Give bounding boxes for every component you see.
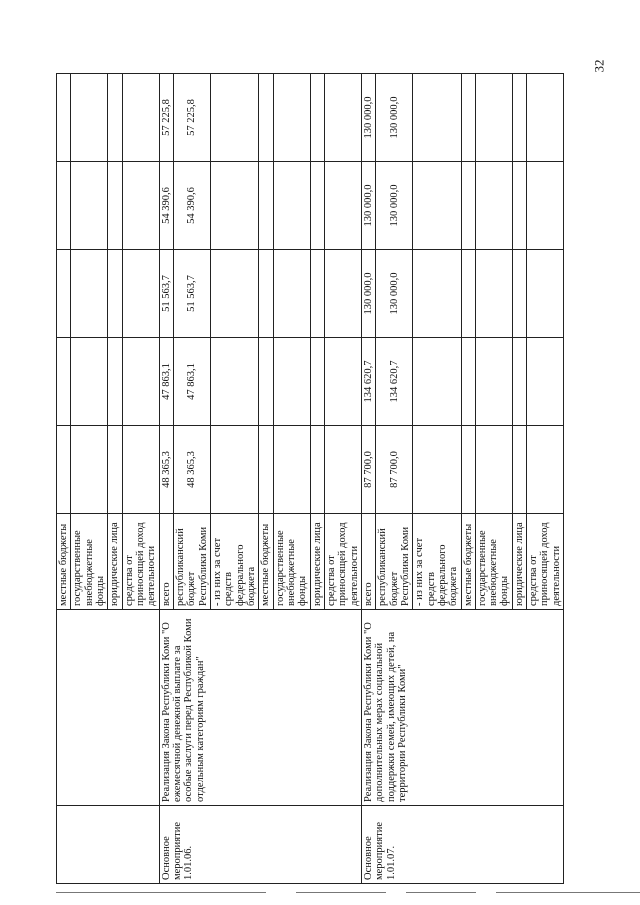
value-cell: 57 225,8 [159, 74, 173, 162]
value-cell: 134 620,7 [361, 338, 375, 426]
table-row [159, 74, 173, 884]
value-cell [475, 426, 512, 514]
value-cell: 54 390,6 [159, 162, 173, 250]
value-cell: 134 620,7 [376, 338, 413, 426]
description-cell [57, 610, 160, 806]
category-cell: юридические лица [108, 514, 122, 610]
value-cell: 130 000,0 [376, 162, 413, 250]
category-cell: юридические лица [512, 514, 526, 610]
category-cell: местные бюджеты [259, 514, 273, 610]
category-cell: государственные внебюджетные фонды [475, 514, 512, 610]
value-cell: 130 000,0 [376, 74, 413, 162]
value-cell [108, 250, 122, 338]
value-cell [461, 162, 475, 250]
value-cell: 54 390,6 [173, 162, 210, 250]
value-cell [324, 338, 361, 426]
value-cell [71, 250, 108, 338]
value-cell [259, 74, 273, 162]
value-cell [210, 426, 258, 514]
value-cell [122, 250, 159, 338]
value-cell [108, 426, 122, 514]
value-cell [324, 74, 361, 162]
value-cell: 130 000,0 [361, 74, 375, 162]
value-cell [310, 338, 324, 426]
category-cell: средства от приносящей доход деятельности [527, 514, 564, 610]
value-cell [527, 162, 564, 250]
value-cell [512, 338, 526, 426]
value-cell [57, 250, 71, 338]
value-cell: 130 000,0 [376, 250, 413, 338]
category-cell: местные бюджеты [57, 514, 71, 610]
value-cell [210, 338, 258, 426]
value-cell [475, 250, 512, 338]
value-cell [324, 426, 361, 514]
category-cell: всего [361, 514, 375, 610]
page-number: 32 [591, 59, 607, 73]
value-cell [259, 250, 273, 338]
value-cell [273, 74, 310, 162]
value-cell: 51 563,7 [173, 250, 210, 338]
value-cell: 48 365,3 [159, 426, 173, 514]
category-cell: средства от приносящей доход деятельности [324, 514, 361, 610]
value-cell [259, 162, 273, 250]
category-cell: средства от приносящей доход деятельности [122, 514, 159, 610]
value-cell [108, 74, 122, 162]
value-cell [461, 74, 475, 162]
value-cell: 48 365,3 [173, 426, 210, 514]
value-cell [57, 426, 71, 514]
rotated-table-inner [56, 74, 590, 884]
value-cell [122, 338, 159, 426]
value-cell [122, 162, 159, 250]
value-cell: 87 700,0 [376, 426, 413, 514]
description-cell: Реализация Закона Республики Коми "О ежемесячной денежной выплате за особые заслуги перед Республикой Коми отдельным категориям граждан" [159, 610, 361, 806]
value-cell [512, 74, 526, 162]
category-cell: республиканский бюджет Республики Коми [173, 514, 210, 610]
value-cell [527, 338, 564, 426]
value-cell: 130 000,0 [361, 250, 375, 338]
value-cell [71, 74, 108, 162]
value-cell [210, 74, 258, 162]
value-cell [324, 162, 361, 250]
description-cell: Реализация Закона Республики Коми "О дополнительных мерах социальной поддержки семей, имеющих детей, на территории Республики Коми" [361, 610, 563, 806]
category-cell: - из них за счет средств федерального бюджета [413, 514, 461, 610]
value-cell [273, 250, 310, 338]
value-cell [210, 250, 258, 338]
value-cell [57, 162, 71, 250]
value-cell [310, 426, 324, 514]
value-cell [461, 338, 475, 426]
value-cell [71, 426, 108, 514]
value-cell [413, 162, 461, 250]
value-cell [310, 250, 324, 338]
value-cell [310, 74, 324, 162]
value-cell [273, 338, 310, 426]
code-cell: Основное мероприятие 1.01.06. [159, 806, 361, 884]
value-cell [108, 338, 122, 426]
category-cell: государственные внебюджетные фонды [273, 514, 310, 610]
value-cell [273, 426, 310, 514]
value-cell [475, 74, 512, 162]
budget-table [56, 73, 564, 884]
value-cell [122, 74, 159, 162]
value-cell [273, 162, 310, 250]
table-row [361, 74, 375, 884]
value-cell [413, 74, 461, 162]
code-cell: Основное мероприятие 1.01.07. [361, 806, 563, 884]
value-cell [461, 250, 475, 338]
value-cell [413, 426, 461, 514]
value-cell [475, 338, 512, 426]
value-cell [512, 426, 526, 514]
value-cell [108, 162, 122, 250]
value-cell: 57 225,8 [173, 74, 210, 162]
value-cell [310, 162, 324, 250]
rotated-table-wrapper [56, 74, 590, 884]
value-cell [527, 74, 564, 162]
value-cell [527, 426, 564, 514]
category-cell: юридические лица [310, 514, 324, 610]
category-cell: республиканский бюджет Республики Коми [376, 514, 413, 610]
value-cell: 130 000,0 [361, 162, 375, 250]
category-cell: всего [159, 514, 173, 610]
bottom-scan-lines [56, 885, 600, 893]
value-cell [461, 426, 475, 514]
table-body [57, 74, 564, 884]
table-row [57, 74, 71, 884]
value-cell [512, 162, 526, 250]
value-cell [475, 162, 512, 250]
value-cell [512, 250, 526, 338]
value-cell [71, 338, 108, 426]
value-cell [259, 338, 273, 426]
value-cell [122, 426, 159, 514]
value-cell: 47 863,1 [173, 338, 210, 426]
category-cell: местные бюджеты [461, 514, 475, 610]
category-cell: - из них за счет средств федерального бюджета [210, 514, 258, 610]
value-cell [527, 250, 564, 338]
value-cell: 87 700,0 [361, 426, 375, 514]
value-cell: 51 563,7 [159, 250, 173, 338]
value-cell [324, 250, 361, 338]
value-cell [413, 338, 461, 426]
value-cell [413, 250, 461, 338]
value-cell [210, 162, 258, 250]
category-cell: государственные внебюджетные фонды [71, 514, 108, 610]
value-cell [259, 426, 273, 514]
value-cell [57, 74, 71, 162]
value-cell [71, 162, 108, 250]
value-cell: 47 863,1 [159, 338, 173, 426]
code-cell [57, 806, 160, 884]
value-cell [57, 338, 71, 426]
